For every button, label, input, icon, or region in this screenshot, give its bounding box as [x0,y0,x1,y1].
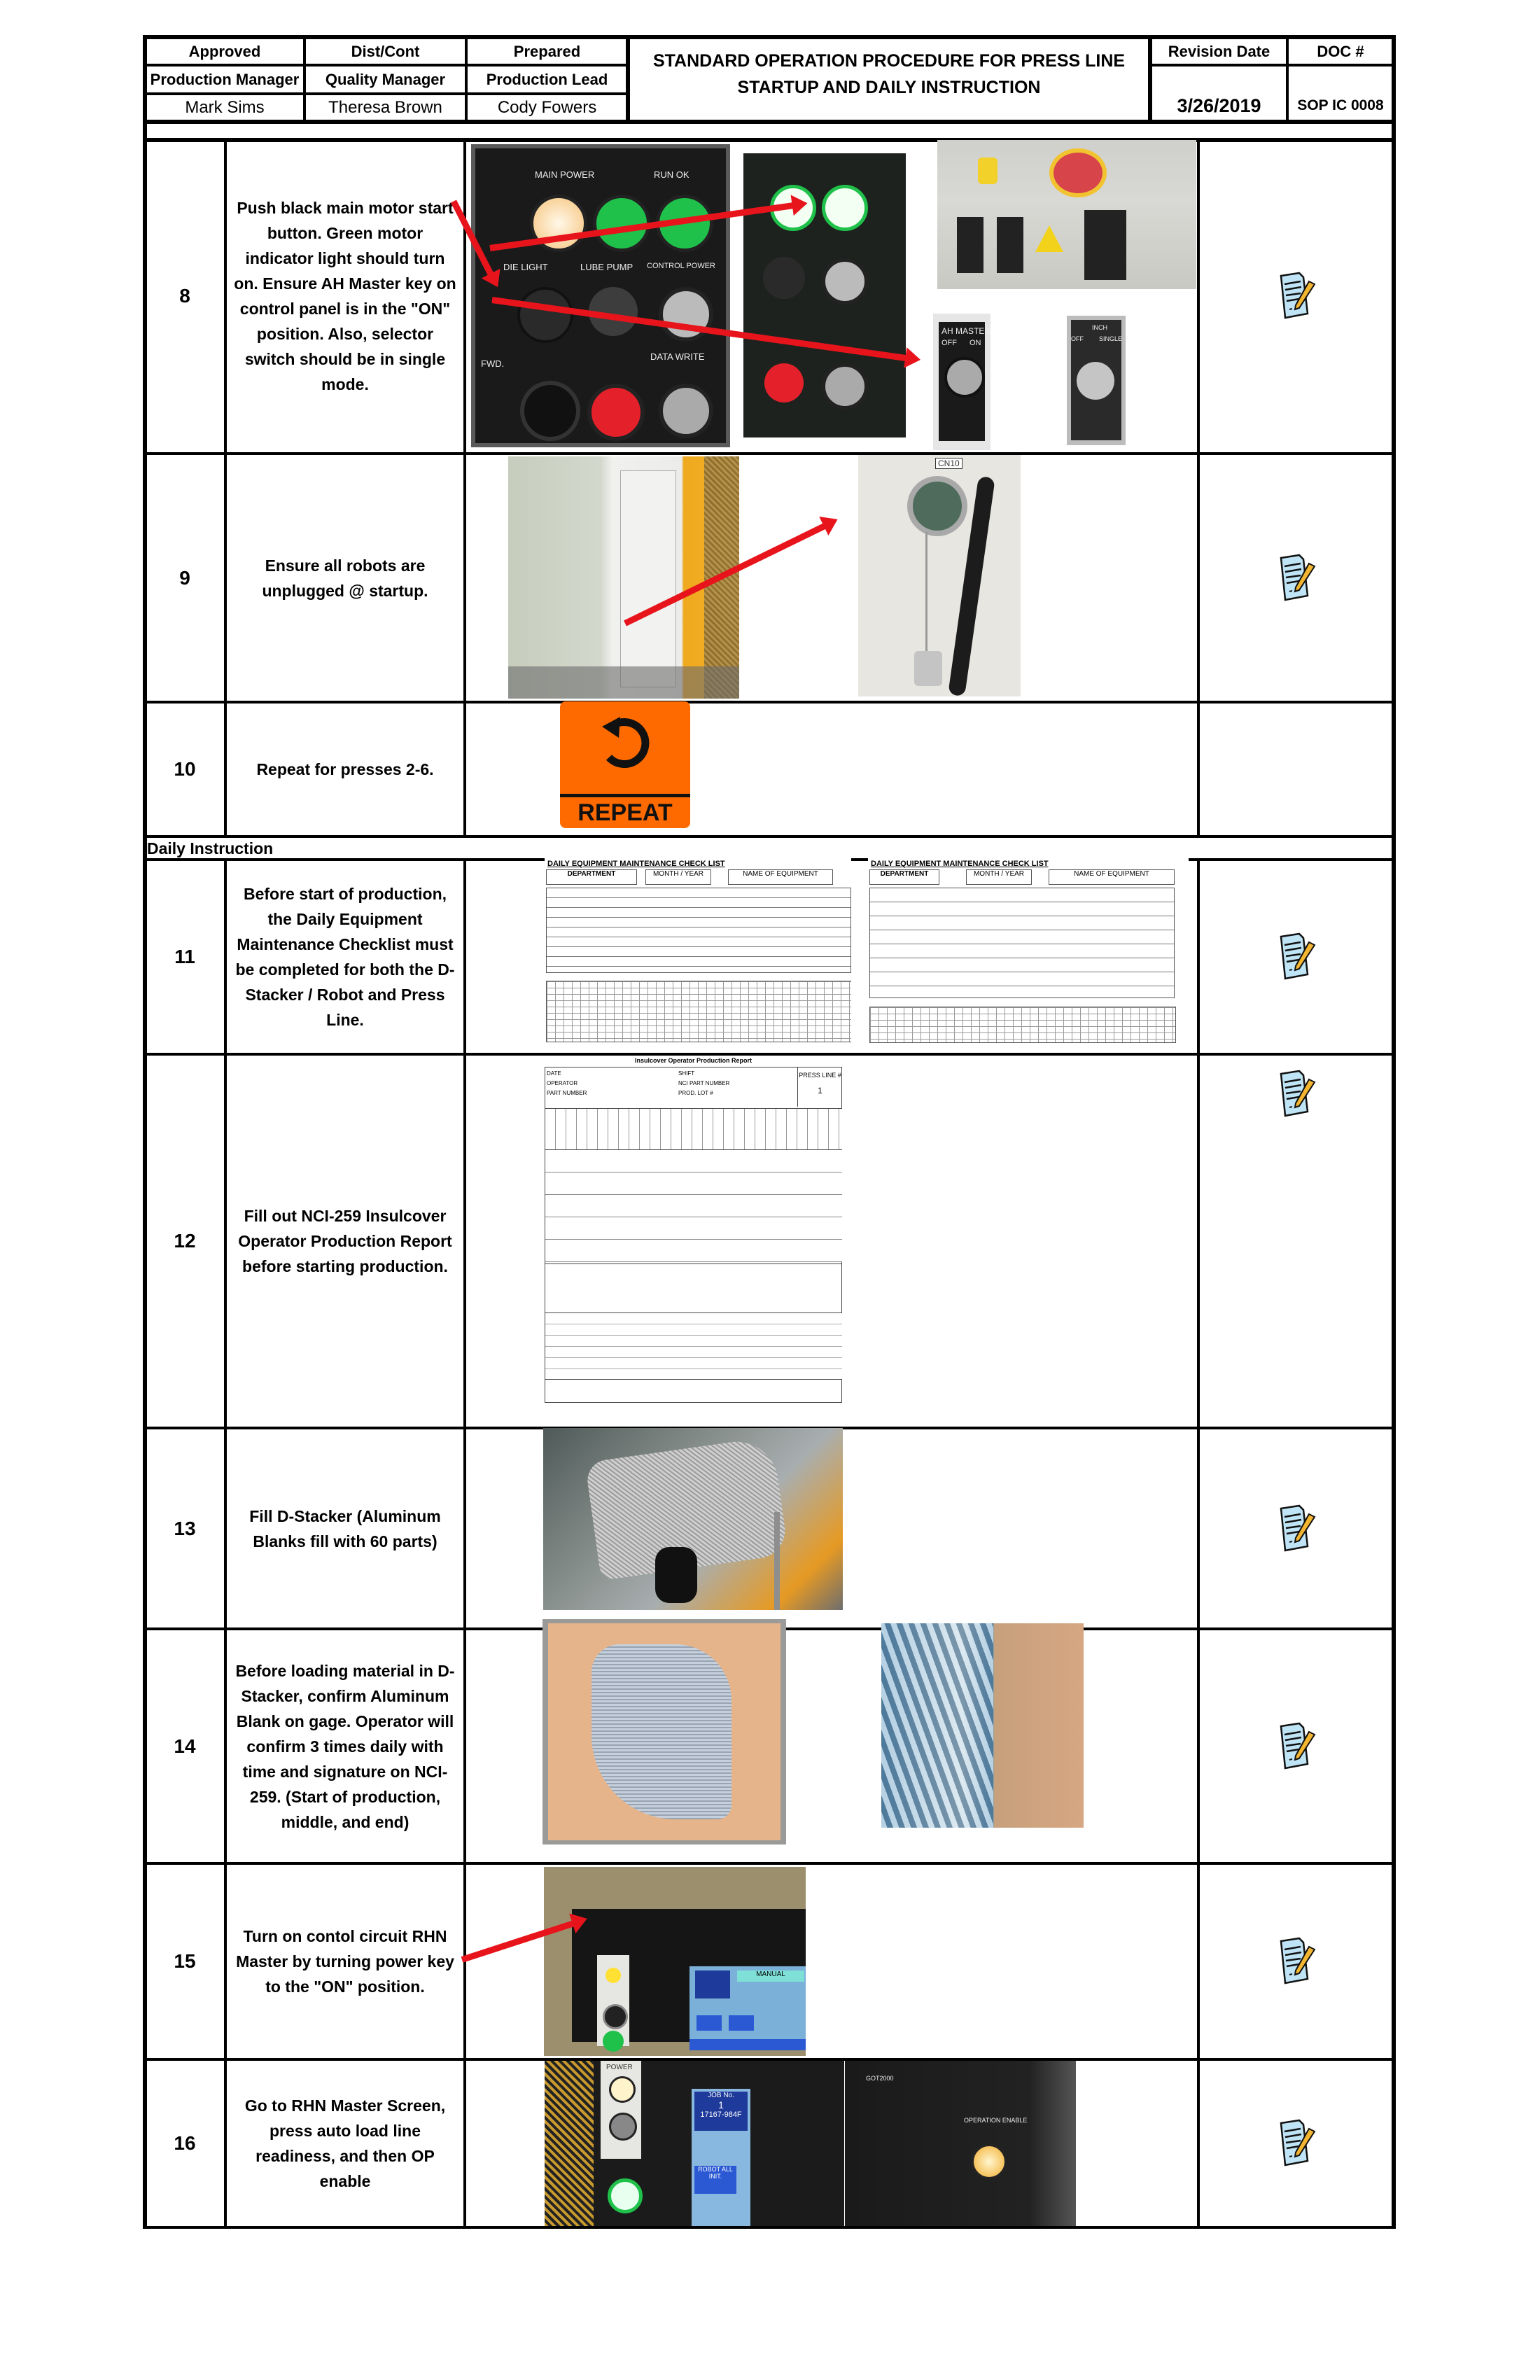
robot-column [620,470,676,687]
power-lamp [609,2076,636,2103]
button [763,257,805,299]
step-number: 9 [179,566,190,589]
checklist-cell [1200,861,1392,1053]
checklist-cell [1200,2061,1392,2226]
downtime-codes [545,1379,842,1404]
checklist-cell [1200,455,1392,701]
button [822,258,868,304]
checklist-pad-icon [1275,932,1316,981]
step-number: 16 [174,2132,196,2154]
label: OFF [1071,335,1084,342]
title-line-1: STANDARD OPERATION PROCEDURE FOR PRESS LINE [652,51,1126,71]
rhn-master-panel-photo [544,1867,806,2056]
floor [508,666,739,699]
key-switch [659,287,713,342]
department-box: DEPARTMENT [869,869,939,885]
glove [655,1547,697,1603]
checklist-pad-icon [1275,1722,1316,1771]
press-line-box [797,1068,842,1107]
divider [143,64,626,66]
robot-all-init-button: ROBOT ALL INIT. [694,2166,736,2194]
step-number: 12 [174,1230,196,1252]
key-switch [822,363,868,410]
estop-button [1049,148,1107,197]
chain [925,532,927,651]
checklist-pad-icon [1275,2119,1316,2168]
revision-date-value: 3/26/2019 [1177,94,1261,116]
guide-post [774,1512,780,1610]
checklist-cell [1200,1865,1392,2058]
field-label: SHIFT [678,1070,695,1077]
slide-adjust-switch [997,217,1023,273]
month-year-box: MONTH / YEAR [966,869,1032,885]
label: GOT2000 [866,2075,894,2082]
yellow-button [978,158,997,184]
power-strip [601,2061,641,2159]
label: MAIN POWER [535,169,595,180]
checklist-cell [1200,1630,1392,1862]
robot-cabinet-photo [508,456,739,699]
step-number: 15 [174,1950,196,1972]
revision-date-label: Revision Date [1168,42,1270,60]
label: FWD. [481,358,505,369]
operation-enable-photo [845,2061,1076,2226]
divider [626,35,630,122]
repeat-icon [560,701,690,792]
label: RUN OK [654,169,690,180]
checklist-pad-icon [1275,554,1316,603]
field-label: NCI PART NUMBER [678,1080,730,1086]
checklist-pad-icon [1275,1937,1316,1986]
divider [303,35,306,122]
equipment-name-box: NAME OF EQUIPMENT [728,869,833,885]
ah-master-switch [957,217,983,273]
doc-number-label: DOC # [1317,42,1364,60]
title-line-2: STARTUP AND DAILY INSTRUCTION [737,78,1041,97]
downtime-rows [545,1312,842,1379]
dist-cont-header: Dist/Cont [351,42,420,60]
dstacker-checklist-form [545,858,851,1044]
power-key [609,2113,637,2141]
form-title: DAILY EQUIPMENT MAINTENANCE CHECK LIST [547,860,725,868]
green-lamp-lit [822,185,868,231]
cap [914,651,942,686]
selector-knob [517,287,573,343]
red-stop-button [764,363,804,402]
approved-header: Approved [188,42,261,60]
operator-panel-photo [937,140,1196,289]
form-title: Insulcover Operator Production Report [634,1057,752,1064]
label: ON [969,339,981,347]
label: DATA WRITE [650,351,705,362]
job-label: JOB No. [708,2092,734,2099]
step-number: 8 [179,285,190,307]
checklist-pad-icon [1275,272,1316,321]
department-box: DEPARTMENT [546,869,637,885]
black-motor-start-button [520,381,580,441]
step-instruction: Ensure all robots are unplugged @ startup. [262,556,428,600]
cn10-connector-photo [858,455,1021,696]
divider [1148,35,1152,122]
prepared-name: Cody Fowers [497,98,597,117]
line-readiness-photo [545,2061,844,2226]
power-lamp [606,1968,621,1983]
label: LUBE PUMP [580,262,634,272]
connector-label: CN10 [935,458,962,469]
divider [560,794,690,797]
key [944,357,985,398]
checklist-cell [1200,1056,1392,1133]
step-instruction: Before loading material in D-Stacker, confirm Aluminum Blank on gage. Operator will confirm 3 times daily with time and signature on NCI-259. (Start of production, middle, and end) [235,1661,455,1831]
border-bottom [143,2226,1396,2229]
press-line-checklist-form [868,858,1189,1044]
hmi-screen [690,1966,806,2050]
form-column-headers [545,1108,842,1150]
screen-button [729,2015,754,2031]
border-top [143,35,1396,39]
hmi-screen [692,2089,750,2226]
label: AH MASTER [941,326,990,336]
label: OPERATION ENABLE [964,2117,1028,2124]
field-label: PART NUMBER [547,1090,587,1096]
connector-socket [907,476,967,536]
press-line-value: 1 [818,1086,822,1096]
red-stop-button [587,384,645,441]
month-year-box: MONTH / YEAR [645,869,711,885]
prepared-title: Production Lead [486,71,608,88]
doc-number-value: SOP IC 0008 [1297,97,1384,113]
form-title: DAILY EQUIPMENT MAINTENANCE CHECK LIST [871,860,1049,868]
divider [1149,64,1394,66]
job-box [695,1970,730,1998]
equipment-name-box: NAME OF EQUIPMENT [1049,869,1175,885]
dstacker-blanks-photo [543,1428,843,1610]
step-instruction: Fill D-Stacker (Aluminum Blanks fill with 60 parts) [249,1506,441,1550]
step-number: 11 [174,946,195,967]
line-readiness-button [608,2178,643,2213]
screen-mode-label: MANUAL [737,1970,804,1982]
field-label: OPERATOR [547,1080,578,1086]
control-panel-photo [471,144,730,447]
step-instruction: Go to RHN Master Screen, press auto load line readiness, and then OP enable [244,2096,446,2190]
approved-title: Production Manager [150,71,300,88]
divider [143,92,626,95]
step-instruction: Push black main motor start button. Green motor indicator light should turn on. Ensure AH Master key on control panel is in the "ON" position. Also, selector switch should be in single mode. [234,199,456,393]
divider [463,140,466,836]
step-number: 10 [174,758,196,780]
blank-texture [881,1623,993,1828]
dist-cont-title: Quality Manager [325,71,446,88]
document-title [629,48,1149,101]
checklist-table [546,888,851,973]
label: POWER [606,2064,633,2071]
operator-production-report-form [545,1057,842,1421]
checklist-cell [1200,1429,1392,1628]
field-label: PROD. LOT # [678,1090,713,1096]
job-value: 1 [718,2099,724,2110]
warning-sign [1035,225,1063,252]
field-label: DATE [547,1070,561,1077]
step-instruction: Repeat for presses 2-6. [256,760,434,778]
repeat-label: REPEAT [578,799,673,826]
step-instruction: Before start of production, the Daily Equipment Maintenance Checklist must be completed for both the D-Stacker / Robot and Press Line. [235,885,455,1029]
checklist-date-grid [869,1007,1176,1043]
press-line-label: PRESS LINE # [799,1072,841,1079]
selector-switch-photo [1067,316,1126,445]
divider [143,835,1396,838]
part-name: 17167-984F [700,2110,742,2119]
step-number: 14 [174,1735,196,1757]
first-piece-section [545,1264,842,1312]
checklist-cell [1200,140,1392,452]
green-button [603,2031,624,2052]
repeat-sign [560,701,690,828]
label: OFF [941,339,957,347]
label: DIE LIGHT [503,262,548,272]
mode-selector [1084,210,1126,280]
label: SINGLE [1099,335,1123,342]
operation-enable-button [971,2143,1007,2180]
checklist-pad-icon [1275,1504,1316,1553]
step-number: 13 [174,1517,196,1539]
checklist-pad-icon [1275,1070,1316,1119]
power-key [603,2004,628,2029]
divider [465,35,468,122]
divider [1286,35,1289,122]
step-instruction: Turn on contol circuit RHN Master by turning power key to the "ON" position. [236,1927,454,1996]
border-right [1392,35,1396,2229]
data-write-key [659,384,713,438]
blank-on-gage-photo [542,1619,786,1844]
screen-nav-bar [690,2039,806,2050]
label: INCH [1092,324,1107,331]
dist-cont-name: Theresa Brown [328,98,442,117]
divider [143,120,1396,124]
section-daily-instruction: Daily Instruction [147,839,274,858]
divider [463,860,466,2227]
safety-fence [545,2061,594,2226]
screen-button [696,2015,722,2031]
step-instruction: Fill out NCI-259 Insulcover Operator Production Report before starting production. [238,1207,452,1275]
blank-edge-closeup-photo [881,1623,1084,1828]
approved-name: Mark Sims [185,98,265,117]
indicator-lights-photo [743,153,906,438]
form-body [545,1067,842,1403]
checklist-table [869,888,1175,998]
ah-master-key-photo [933,314,990,450]
prepared-header: Prepared [513,42,581,60]
selector-key [1077,362,1114,400]
label: CONTROL POWER [647,262,715,270]
checklist-date-grid [546,981,851,1042]
job-box [694,2092,748,2131]
form-rows [545,1150,842,1262]
